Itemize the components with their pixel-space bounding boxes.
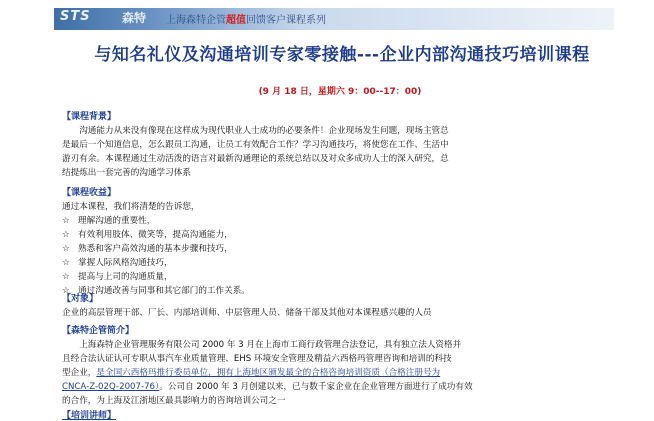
company-intro-text: 型企业， [62,368,97,378]
benefit-item [62,242,250,256]
benefits-heading: 【课程收益】 [62,188,117,198]
star-icon: ☆ [62,272,70,282]
company-intro-line: 且经合法认证认可专职从事汽车业质量管理、EHS 环境安全管理及精益六西格玛管理咨询和培训的科技 [62,354,452,364]
course-date: (9 月 18 日，星期六 9：00--17：00) [258,87,422,97]
benefit-item [62,270,250,284]
company-intro-line: 的合作，为上海及江浙地区最具影响力的咨询培训公司之一 [62,396,286,406]
benefits-intro: 通过本课程，我们将清楚的告诉您， [62,202,200,212]
star-icon: ☆ [62,244,70,254]
trainer-heading: 【培训讲师】 [62,411,117,421]
course-title: 与知名礼仪及沟通培训专家零接触---企业内部沟通技巧培训课程 [94,45,590,65]
company-intro-section [62,324,473,408]
benefit-item [62,256,250,270]
background-line: 沟通能力从来没有像现在这样成为现代职业人士成功的必要条件！企业现场发生问题，现场主管总 [79,126,449,136]
star-icon: ☆ [62,216,70,226]
audience-text: 企业的高层管理干部、厂长、内部培训师、中层管理人员、储备干部及其他对本课程感兴趣的人员 [62,308,432,318]
background-line: 结提炼出一套完善的沟通学习体系 [62,168,191,178]
benefit-text: 提高与上司的沟通质量， [78,272,173,282]
audience-heading: 【对象】 [62,294,99,304]
benefit-text: 熟悉和客户高效沟通的基本步骤和技巧， [78,244,233,254]
document-page [14,4,638,421]
benefit-text: 有效利用肢体、微笑等，提高沟通能力， [78,230,233,240]
company-intro-heading: 【森特企管简介】 [62,326,135,336]
star-icon: ☆ [62,286,70,296]
company-intro-line: 上海森特企业管理服务有限公司 2000 年 3 月在上海市工商行政管理合法登记，具有独立法人资格并 [79,340,462,350]
star-icon: ☆ [62,230,70,240]
logo-chinese: 森特 [122,11,147,25]
audience-section [62,292,432,320]
company-intro-line [62,380,473,394]
benefit-item [62,214,250,228]
registration-number[interactable]: CNCA-Z-02Q-2007-76） [62,382,160,392]
company-qualification-link[interactable]: 是全国六西格玛推行委员单位，拥有上海地区颁发最全的合格咨询培训资质（合格注册号为 [96,368,441,378]
benefits-section [62,186,250,298]
company-intro-text: 。公司自 2000 年 3 月创建以来，已与数千家企业在企业管理方面进行了成功有效 [159,382,473,392]
header-title-suffix: 回馈客户课程系列 [246,15,326,26]
benefit-item [62,228,250,242]
background-heading: 【课程背景】 [62,112,117,122]
company-intro-line [62,366,473,380]
benefit-text: 掌握人际风格沟通技巧， [78,258,173,268]
star-icon: ☆ [62,258,70,268]
background-line: 游刃有余。本课程通过生动活泼的语言对最新沟通理论的系统总结以及对众多成功人士的深入研究，总 [62,154,449,164]
header-title-highlight: 超值 [226,15,246,26]
header-title-prefix: 上海森特企管 [166,15,226,26]
background-line: 是最后一个知道信息，怎么跟员工沟通，让员工有效配合工作？学习沟通技巧，将使您在工作、生活中 [62,140,449,150]
benefit-text: 理解沟通的重要性， [78,216,156,226]
sts-logo: STS [60,9,91,24]
header-title [166,11,326,26]
benefit-text: 通过沟通改善与同事和其它部门的工作关系。 [78,286,250,296]
background-section [62,110,449,180]
